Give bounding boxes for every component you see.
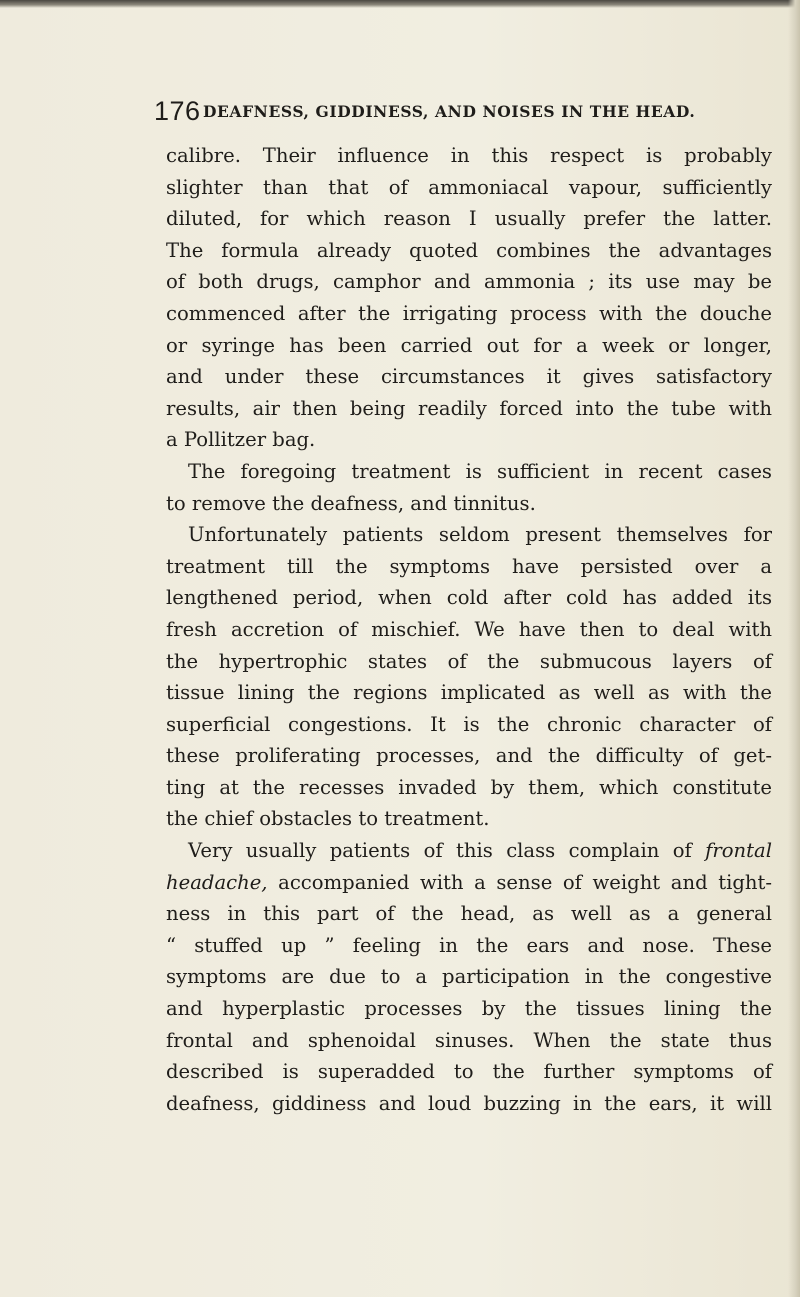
text-line: symptoms are due to a participation in the congestive bbox=[166, 965, 772, 989]
text-span: Very usually patients of this class complain of bbox=[188, 839, 692, 863]
text-line: described is superadded to the further symptoms of bbox=[166, 1060, 772, 1084]
text-line bbox=[166, 835, 772, 867]
text-line: results, air then being readily forced into the tube with bbox=[166, 396, 772, 420]
text-line: ness in this part of the head, as well as a general bbox=[166, 902, 772, 926]
text-line: frontal and sphenoidal sinuses. When the state thus bbox=[166, 1028, 772, 1052]
text-line: a Pollitzer bag. bbox=[166, 428, 316, 452]
page-header bbox=[154, 94, 774, 128]
text-line: to remove the deafness, and tinnitus. bbox=[166, 491, 536, 515]
text-line: treatment till the symptoms have persisted over a bbox=[166, 554, 772, 578]
text-line: and under these circumstances it gives satisfactory bbox=[166, 365, 772, 389]
text-line bbox=[166, 867, 772, 899]
text-line: these proliferating processes, and the difficulty of get- bbox=[166, 744, 772, 768]
text-line: The formula already quoted combines the advantages bbox=[166, 238, 772, 262]
text-line: slighter than that of ammoniacal vapour, sufficiently bbox=[166, 175, 772, 199]
text-line: “ stuffed up ” feeling in the ears and nose. These bbox=[166, 933, 772, 957]
text-line: of both drugs, camphor and ammonia ; its use may be bbox=[166, 270, 772, 294]
body-text bbox=[166, 140, 772, 1119]
text-line: tissue lining the regions implicated as well as with the bbox=[166, 681, 772, 705]
text-line: diluted, for which reason I usually prefer the latter. bbox=[166, 207, 772, 231]
text-line: calibre. Their influence in this respect is probably bbox=[166, 144, 772, 167]
text-line: Unfortunately patients seldom present themselves for bbox=[188, 523, 772, 547]
text-line: lengthened period, when cold after cold has added its bbox=[166, 586, 772, 610]
text-line: superficial congestions. It is the chronic character of bbox=[166, 712, 772, 736]
text-line: the hypertrophic states of the submucous layers of bbox=[166, 649, 772, 673]
text-line: or syringe has been carried out for a week or longer, bbox=[166, 333, 772, 357]
page-number: 176 bbox=[154, 96, 201, 126]
text-line: and hyperplastic processes by the tissues lining the bbox=[166, 997, 772, 1021]
text-line: fresh accretion of mischief. We have then to deal with bbox=[166, 617, 772, 641]
italic-term-frontal: frontal bbox=[705, 839, 772, 863]
scan-top-edge bbox=[0, 0, 800, 8]
text-line: ting at the recesses invaded by them, which constitute bbox=[166, 775, 772, 799]
text-line: deafness, giddiness and loud buzzing in the ears, it will bbox=[166, 1091, 772, 1115]
scan-right-edge bbox=[788, 0, 800, 1297]
text-line: commenced after the irrigating process with the douche bbox=[166, 301, 772, 325]
italic-term-headache: headache, bbox=[166, 870, 268, 894]
text-line: The foregoing treatment is sufficient in recent cases bbox=[188, 459, 772, 483]
running-head: DEAFNESS, GIDDINESS, AND NOISES IN THE HEAD. bbox=[203, 102, 696, 121]
text-line: the chief obstacles to treatment. bbox=[166, 807, 490, 831]
text-span: accompanied with a sense of weight and tight- bbox=[278, 870, 772, 894]
